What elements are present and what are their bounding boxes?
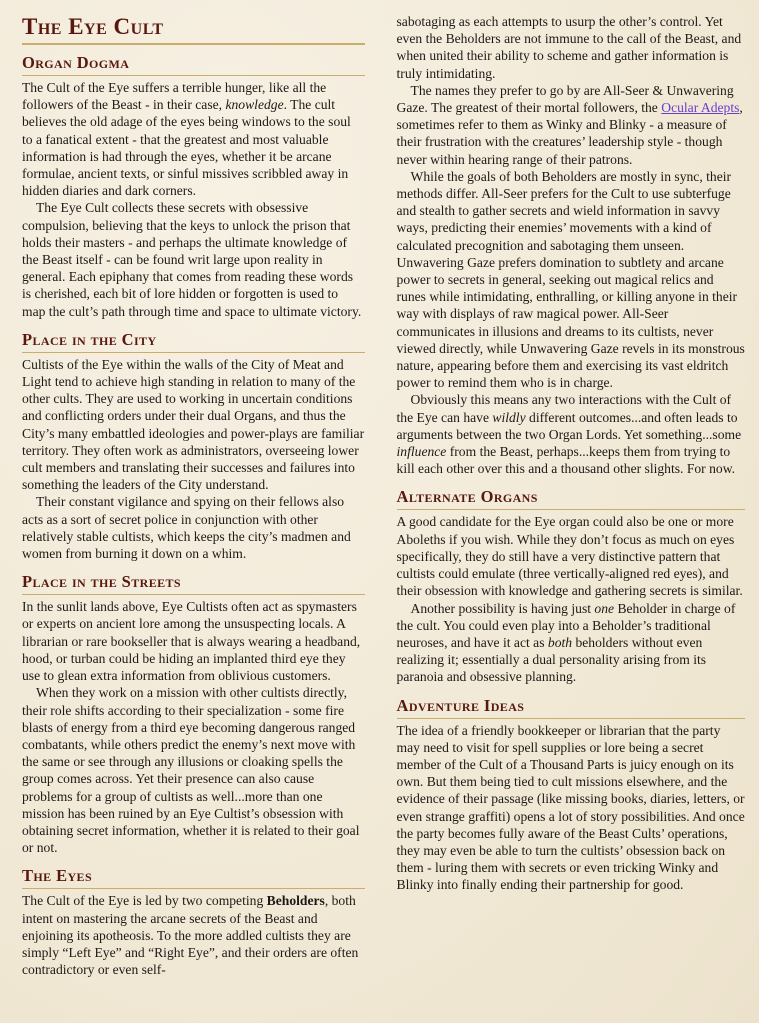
organ-dogma-paragraph-2: The Eye Cult collects these secrets with obsessive compulsion, believing that the keys to unlock the prison that holds their masters - and perhaps the ultimate knowledge of the Beast itself - can be found writ large upon reality in general. Each epiphany that comes from reading these words is cherished, each bit of lore hidden or forgotten is used to map the cult’s path through time and space to ultimate victory. [22, 200, 362, 319]
the-eyes-paragraph-4: Obviously this means any two interactions with the Cult of the Eye can have wildly different outcomes...and often leads to arguments between the two Organ Lords. Yet something...some influence from the Beast, perhaps...keeps them from trying to kill each other over this and a thousand other slights. For now. [396, 392, 742, 477]
heading-divider [397, 718, 745, 719]
heading-adventure-ideas: Adventure Ideas [396, 695, 525, 715]
heading-divider [22, 352, 365, 353]
heading-alternate-organs: Alternate Organs [396, 487, 538, 507]
place-streets-paragraph-2: When they work on a mission with other cultists directly, their role shifts according to their specialization - some fire blasts of energy from a third eye becoming dangerous ranged combatants, while others predict the enemy’s next move with the same or see through any illusions or cloaking spells the group comes across. Yet their presence can also cause problems for a group of cultists as well...more than one mission has been ruined by an Eye Cultist’s obsession with obtaining secret information, whether it is related to their goal or not. [22, 685, 360, 856]
heading-the-eyes: The Eyes [22, 866, 93, 886]
heading-divider [22, 75, 365, 76]
place-city-paragraph-2: Their constant vigilance and spying on their fellows also acts as a sort of secret police in conjunction with other relatively stable cultists, which keeps the city’s madmen and women from burning it down on a whim. [22, 494, 351, 562]
heading-divider [22, 594, 365, 595]
alternate-organs-paragraph-2: Another possibility is having just one Beholder in charge of the cult. You could even play into a Beholder’s traditional neuroses, and have it act as both beholders without even realizing it; essentially a dual personality arising from its paranoia and obsessive planning. [396, 600, 736, 685]
the-eyes-paragraph-1: The Cult of the Eye is led by two competing Beholders, both intent on mastering the arcane secrets of the Beast and enjoining its apotheosis. To the more addled cultists they are simply “Left Eye” and “Right Eye”, and their orders are often contradictory or even self- [22, 893, 359, 978]
heading-place-in-the-streets: Place in the Streets [22, 572, 182, 592]
ocular-adepts-link[interactable]: Ocular Adepts [661, 100, 740, 116]
the-eyes-paragraph-1-continued: sabotaging as each attempts to usurp the other’s control. Yet even the Beholders are not immune to the call of the Beast, and when united their ability to scheme and gather information is truly intimidating. [396, 14, 742, 81]
place-streets-paragraph-1: In the sunlit lands above, Eye Cultists often act as spymasters or experts on ancient lore among the unsuspecting locals. A librarian or rare bookseller that is always wearing a headband, hood, or turban could be hiding an implanted third eye they use to glean extra information from oblivious customers. [22, 599, 361, 684]
heading-divider [22, 888, 365, 889]
right-column [397, 13, 745, 978]
adventure-ideas-paragraph-1: The idea of a friendly bookkeeper or librarian that the party may need to visit for spell supplies or lore being a secret member of the Cult of a Thousand Parts is juicy enough on its own. But them being tied to cult missions elsewhere, and the evidence of their passage (like missing books, diaries, letters, or even strange graffiti) opens a lot of story possibilities. And once the party becomes fully aware of the Beast Cults’ operations, they may even be able to turn the cultists’ obsession back on them - luring them with secrets or even tricking Winky and Blinky into finally ending their partnership for good. [396, 722, 745, 893]
heading-organ-dogma: Organ Dogma [22, 53, 130, 72]
the-eyes-paragraph-2: The names they prefer to go by are All-Seer & Unwavering Gaze. The greatest of their mortal followers, the Ocular Adepts, sometimes refer to them as Winky and Blinky - a measure of their frustration with the creatures’ leadership style - though never within hearing range of their patrons. [396, 82, 743, 167]
heading-divider [397, 509, 745, 510]
title-divider [22, 43, 365, 45]
organ-dogma-paragraph-1: The Cult of the Eye suffers a terrible hunger, like all the followers of the Beast - in their case, knowledge. The cult believes the old adage of the eyes being windows to the soul to a fanatical extent - that the greatest and most valuable information is had through the eyes, whether it be arcane formulae, ancient texts, or sinful missives scribbled away in hidden diaries and dark corners. [22, 80, 351, 199]
page-title: The Eye Cult [22, 14, 164, 39]
the-eyes-paragraph-3: While the goals of both Beholders are mostly in sync, their methods differ. All-Seer prefers for the Cult to use subterfuge and stealth to gather secrets and wield information in savvy ways, predicting their enemies’ movements with a kind of calculated precognition and sabotaging them unseen. Unwavering Gaze prefers domination to subtlety and arcane power to secrets in general, seeking out magical relics and runes while intimidating, enthralling, or killing anyone in their way with displays of raw magical power. All-Seer communicates in illusions and dreams to its cultists, never viewed directly, while Unwavering Gaze revels in its monstrous nature, appearing before them and exercising its vast eldritch power to remind them who is in charge. [396, 168, 745, 391]
alternate-organs-paragraph-1: A good candidate for the Eye organ could also be one or more Aboleths if you wish. While they don’t focus as much on eyes specifically, they do still have a very distinctive pattern that cultists could emulate (three vertically-aligned red eyes), and their obsession with knowledge and gathering secrets is similar. [396, 514, 743, 599]
heading-place-in-the-city: Place in the City [22, 329, 157, 349]
place-city-paragraph-1: Cultists of the Eye within the walls of the City of Meat and Light tend to achieve high standing in relation to many of the other cults. They are used to working in uncertain conditions and conflicting orders under their dual Organs, and thus the City’s many embattled ideologies and power-plays are familiar territory. They often work as administrators, overseeing lower cult members and translating their successes and failures into something the leaders of the City understand. [22, 356, 365, 493]
left-column [22, 14, 365, 978]
